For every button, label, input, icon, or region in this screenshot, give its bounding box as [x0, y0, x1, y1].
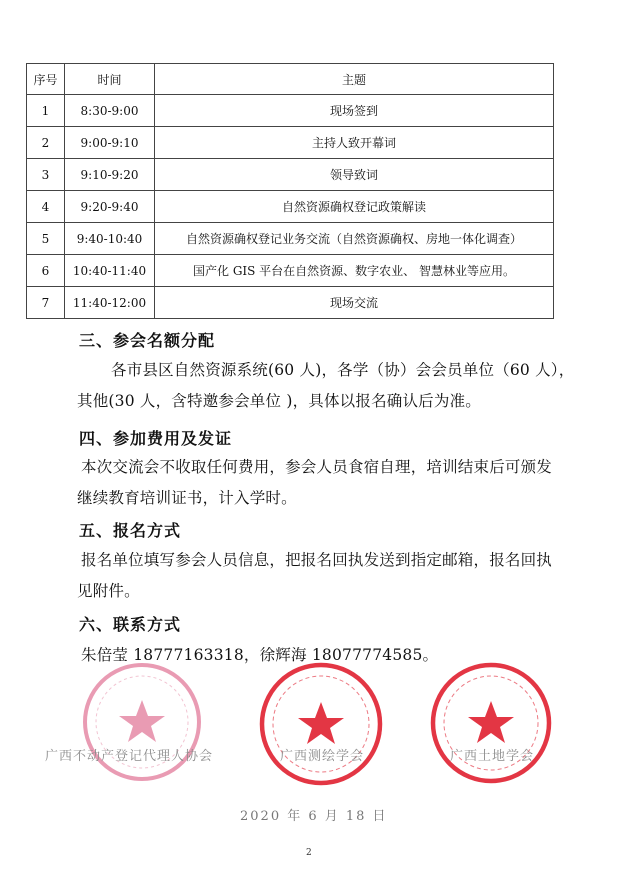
seal-area	[0, 660, 626, 820]
section-title-quota: 三、参会名额分配	[79, 331, 216, 350]
cell-topic: 自然资源确权登记政策解读	[155, 191, 554, 223]
table-row	[27, 287, 554, 319]
cell-time: 8:30-9:00	[65, 95, 155, 127]
body-line: 其他(30 人，含特邀参会单位 )，具体以报名确认后为准。	[77, 392, 481, 410]
seal-stamp-icon	[80, 660, 204, 784]
seal-stamp-icon	[428, 660, 554, 786]
seal-caption: 广西不动产登记代理人协会	[45, 749, 214, 764]
table-row	[27, 95, 554, 127]
body-line: 继续教育培训证书，计入学时。	[77, 489, 297, 507]
table-row	[27, 127, 554, 159]
cell-no: 3	[27, 159, 65, 191]
cell-time: 9:10-9:20	[65, 159, 155, 191]
cell-time: 9:20-9:40	[65, 191, 155, 223]
body-line: 各市县区自然资源系统(60 人)，各学（协）会会员单位（60 人），	[111, 361, 575, 379]
cell-time: 9:40-10:40	[65, 223, 155, 255]
table-row	[27, 191, 554, 223]
header-time: 时间	[65, 64, 155, 95]
cell-time: 10:40-11:40	[65, 255, 155, 287]
body-line: 本次交流会不收取任何费用，参会人员食宿自理，培训结束后可颁发	[81, 458, 553, 476]
seal-caption: 广西土地学会	[450, 749, 535, 764]
header-no: 序号	[27, 64, 65, 95]
table-row	[27, 223, 554, 255]
section-body-fees	[79, 452, 599, 514]
cell-topic: 国产化 GIS 平台在自然资源、数字农业、 智慧林业等应用。	[155, 255, 554, 287]
section-title-fees: 四、参加费用及发证	[79, 429, 233, 448]
table-row	[27, 255, 554, 287]
body-line: 报名单位填写参会人员信息，把报名回执发送到指定邮箱，报名回执	[81, 551, 553, 569]
cell-no: 4	[27, 191, 65, 223]
body-line: 朱倍莹 18777163318，徐辉海 18077774585。	[81, 646, 439, 664]
seal-stamp-icon	[257, 660, 385, 788]
section-title-registration: 五、报名方式	[79, 521, 182, 540]
cell-topic: 领导致词	[155, 159, 554, 191]
cell-topic: 主持人致开幕词	[155, 127, 554, 159]
section-body-registration	[79, 545, 599, 607]
cell-no: 5	[27, 223, 65, 255]
section-body-quota	[79, 355, 599, 417]
cell-no: 1	[27, 95, 65, 127]
table-row	[27, 159, 554, 191]
cell-no: 7	[27, 287, 65, 319]
cell-topic: 现场交流	[155, 287, 554, 319]
cell-no: 2	[27, 127, 65, 159]
cell-no: 6	[27, 255, 65, 287]
cell-topic: 现场签到	[155, 95, 554, 127]
seal-caption: 广西测绘学会	[280, 749, 365, 764]
cell-time: 9:00-9:10	[65, 127, 155, 159]
document-date: 2020 年 6 月 18 日	[240, 809, 388, 824]
body-line: 见附件。	[77, 582, 140, 600]
cell-time: 11:40-12:00	[65, 287, 155, 319]
schedule-table	[26, 63, 554, 319]
page-number: 2	[306, 848, 312, 858]
section-title-contact: 六、联系方式	[79, 615, 182, 634]
header-topic: 主题	[155, 64, 554, 95]
table-header-row	[27, 64, 554, 95]
cell-topic: 自然资源确权登记业务交流（自然资源确权、房地一体化调查）	[155, 223, 554, 255]
